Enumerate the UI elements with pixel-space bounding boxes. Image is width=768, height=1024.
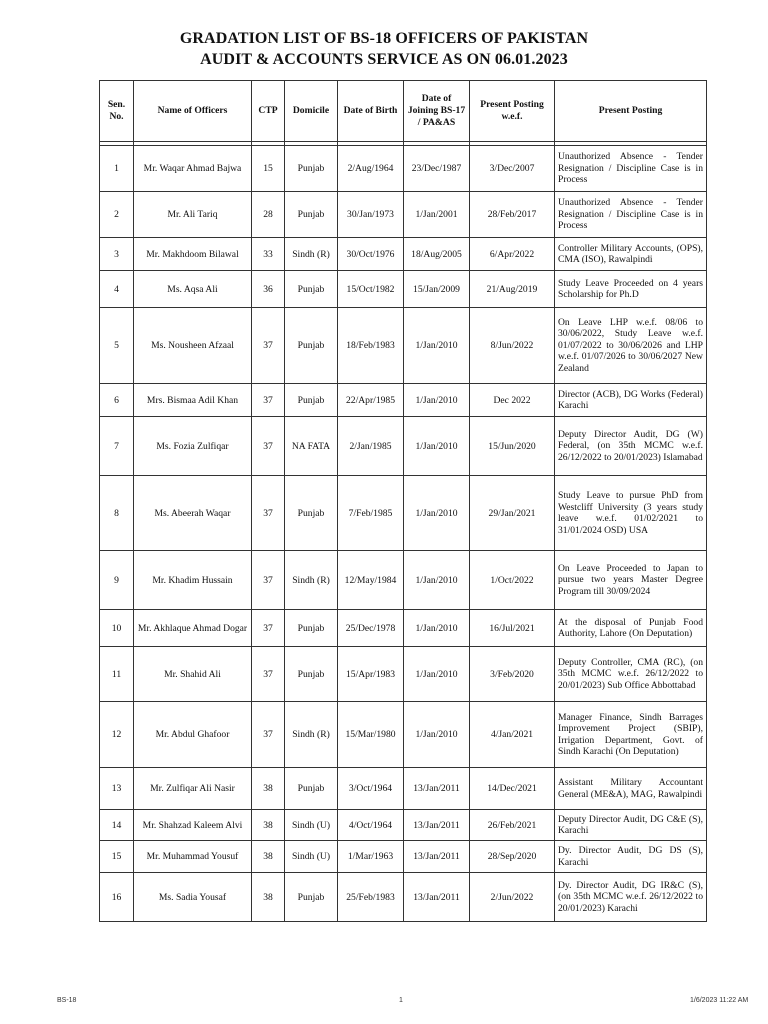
cell-domicile: Punjab: [285, 873, 338, 922]
cell-officer-name: Mr. Khadim Hussain: [134, 551, 252, 610]
cell-sen-no: 13: [100, 768, 134, 810]
table-row: [100, 551, 707, 610]
cell-ctp: 37: [252, 308, 285, 384]
cell-date-of-joining: 15/Jan/2009: [404, 271, 470, 308]
table-row: [100, 271, 707, 308]
table-row: [100, 417, 707, 476]
cell-date-of-birth: 25/Feb/1983: [338, 873, 404, 922]
cell-sen-no: 6: [100, 384, 134, 417]
cell-officer-name: Ms. Fozia Zulfiqar: [134, 417, 252, 476]
cell-date-of-joining: 1/Jan/2010: [404, 384, 470, 417]
cell-present-posting: Dy. Director Audit, DG IR&C (S), (on 35th MCMC w.e.f. 26/12/2022 to 20/01/2023) Karachi: [555, 873, 707, 922]
cell-present-posting: Assistant Military Accountant General (ME&A), MAG, Rawalpindi: [555, 768, 707, 810]
cell-domicile: Punjab: [285, 476, 338, 551]
cell-posting-wef: 3/Dec/2007: [470, 146, 555, 192]
cell-posting-wef: 2/Jun/2022: [470, 873, 555, 922]
cell-date-of-birth: 30/Oct/1976: [338, 238, 404, 271]
cell-ctp: 38: [252, 841, 285, 873]
cell-ctp: 37: [252, 476, 285, 551]
cell-ctp: 37: [252, 384, 285, 417]
cell-date-of-joining: 1/Jan/2010: [404, 551, 470, 610]
table-row: [100, 841, 707, 873]
table-body: [100, 142, 707, 922]
cell-date-of-joining: 1/Jan/2010: [404, 610, 470, 647]
cell-posting-wef: 21/Aug/2019: [470, 271, 555, 308]
cell-officer-name: Mr. Shahid Ali: [134, 647, 252, 702]
table-row: [100, 768, 707, 810]
cell-date-of-birth: 7/Feb/1985: [338, 476, 404, 551]
cell-present-posting: Unauthorized Absence - Tender Resignation / Discipline Case is in Process: [555, 192, 707, 238]
cell-sen-no: 15: [100, 841, 134, 873]
table-row: [100, 873, 707, 922]
cell-date-of-joining: 1/Jan/2001: [404, 192, 470, 238]
cell-officer-name: Mr. Akhlaque Ahmad Dogar: [134, 610, 252, 647]
cell-sen-no: 9: [100, 551, 134, 610]
table-row: [100, 384, 707, 417]
footer-print-timestamp: 1/6/2023 11:22 AM: [690, 997, 749, 1004]
header-posting-wef: Present Posting w.e.f.: [470, 81, 555, 142]
table-row: [100, 702, 707, 768]
table-row: [100, 146, 707, 192]
cell-date-of-birth: 2/Jan/1985: [338, 417, 404, 476]
cell-date-of-birth: 3/Oct/1964: [338, 768, 404, 810]
cell-date-of-joining: 23/Dec/1987: [404, 146, 470, 192]
document-title-line-2: AUDIT & ACCOUNTS SERVICE AS ON 06.01.2023: [200, 51, 568, 68]
cell-present-posting: Manager Finance, Sindh Barrages Improvement Project (SBIP), Irrigation Department, Govt. of Sindh Karachi (On Deputation): [555, 702, 707, 768]
cell-date-of-birth: 18/Feb/1983: [338, 308, 404, 384]
cell-ctp: 38: [252, 768, 285, 810]
cell-posting-wef: 4/Jan/2021: [470, 702, 555, 768]
cell-date-of-joining: 13/Jan/2011: [404, 873, 470, 922]
table-row: [100, 476, 707, 551]
cell-present-posting: Unauthorized Absence - Tender Resignation / Discipline Case is in Process: [555, 146, 707, 192]
cell-officer-name: Mr. Waqar Ahmad Bajwa: [134, 146, 252, 192]
cell-date-of-birth: 4/Oct/1964: [338, 810, 404, 841]
cell-date-of-birth: 2/Aug/1964: [338, 146, 404, 192]
cell-sen-no: 7: [100, 417, 134, 476]
cell-date-of-birth: 12/May/1984: [338, 551, 404, 610]
cell-present-posting: Deputy Director Audit, DG (W) Federal, (on 35th MCMC w.e.f. 26/12/2022 to 20/01/2023) Islamabad: [555, 417, 707, 476]
cell-officer-name: Mr. Shahzad Kaleem Alvi: [134, 810, 252, 841]
footer-sheet-name: BS-18: [57, 997, 77, 1004]
cell-present-posting: On Leave Proceeded to Japan to pursue two years Master Degree Program till 30/09/2024: [555, 551, 707, 610]
cell-date-of-joining: 13/Jan/2011: [404, 841, 470, 873]
cell-sen-no: 14: [100, 810, 134, 841]
cell-ctp: 38: [252, 873, 285, 922]
cell-domicile: Punjab: [285, 192, 338, 238]
header-domicile: Domicile: [285, 81, 338, 142]
cell-posting-wef: 15/Jun/2020: [470, 417, 555, 476]
cell-domicile: NA FATA: [285, 417, 338, 476]
cell-domicile: Punjab: [285, 610, 338, 647]
cell-present-posting: On Leave LHP w.e.f. 08/06 to 30/06/2022, Study Leave w.e.f. 01/07/2022 to 30/06/2026 and LHP w.e.f. 01/07/2026 to 30/06/2027 New Zealand: [555, 308, 707, 384]
cell-present-posting: Study Leave Proceeded on 4 years Scholarship for Ph.D: [555, 271, 707, 308]
cell-sen-no: 10: [100, 610, 134, 647]
cell-domicile: Punjab: [285, 271, 338, 308]
cell-ctp: 15: [252, 146, 285, 192]
cell-date-of-birth: 30/Jan/1973: [338, 192, 404, 238]
cell-ctp: 36: [252, 271, 285, 308]
cell-ctp: 37: [252, 702, 285, 768]
cell-date-of-joining: 1/Jan/2010: [404, 476, 470, 551]
cell-present-posting: At the disposal of Punjab Food Authority, Lahore (On Deputation): [555, 610, 707, 647]
table-header-row: [100, 81, 707, 142]
header-date-of-birth: Date of Birth: [338, 81, 404, 142]
cell-domicile: Sindh (R): [285, 238, 338, 271]
cell-present-posting: Deputy Controller, CMA (RC), (on 35th MCMC w.e.f. 26/12/2022 to 20/01/2023) Sub Office Abbottabad: [555, 647, 707, 702]
cell-date-of-joining: 1/Jan/2010: [404, 702, 470, 768]
cell-posting-wef: 28/Sep/2020: [470, 841, 555, 873]
cell-officer-name: Ms. Nousheen Afzaal: [134, 308, 252, 384]
cell-ctp: 28: [252, 192, 285, 238]
header-ctp: CTP: [252, 81, 285, 142]
cell-sen-no: 1: [100, 146, 134, 192]
cell-officer-name: Mrs. Bismaa Adil Khan: [134, 384, 252, 417]
cell-sen-no: 3: [100, 238, 134, 271]
cell-date-of-birth: 15/Oct/1982: [338, 271, 404, 308]
cell-officer-name: Mr. Muhammad Yousuf: [134, 841, 252, 873]
cell-officer-name: Ms. Aqsa Ali: [134, 271, 252, 308]
cell-ctp: 38: [252, 810, 285, 841]
cell-domicile: Punjab: [285, 647, 338, 702]
cell-officer-name: Mr. Zulfiqar Ali Nasir: [134, 768, 252, 810]
cell-domicile: Sindh (U): [285, 841, 338, 873]
document-title-line-1: GRADATION LIST OF BS-18 OFFICERS OF PAKISTAN: [179, 30, 589, 47]
cell-date-of-birth: 15/Mar/1980: [338, 702, 404, 768]
cell-date-of-birth: 15/Apr/1983: [338, 647, 404, 702]
cell-date-of-joining: 1/Jan/2010: [404, 417, 470, 476]
cell-present-posting: Study Leave to pursue PhD from Westcliff University (3 years study leave w.e.f. 01/02/2021 to 31/01/2024 OSD) USA: [555, 476, 707, 551]
gradation-table: [99, 80, 707, 922]
cell-ctp: 37: [252, 417, 285, 476]
cell-domicile: Sindh (R): [285, 702, 338, 768]
cell-present-posting: Controller Military Accounts, (OPS), CMA (ISO), Rawalpindi: [555, 238, 707, 271]
header-sen-no: Sen. No.: [100, 81, 134, 142]
cell-present-posting: Dy. Director Audit, DG DS (S), Karachi: [555, 841, 707, 873]
table-row: [100, 308, 707, 384]
table-row: [100, 610, 707, 647]
cell-posting-wef: 1/Oct/2022: [470, 551, 555, 610]
cell-sen-no: 2: [100, 192, 134, 238]
cell-posting-wef: 16/Jul/2021: [470, 610, 555, 647]
table-row: [100, 192, 707, 238]
cell-sen-no: 16: [100, 873, 134, 922]
cell-domicile: Punjab: [285, 768, 338, 810]
cell-officer-name: Mr. Ali Tariq: [134, 192, 252, 238]
cell-posting-wef: Dec 2022: [470, 384, 555, 417]
cell-sen-no: 11: [100, 647, 134, 702]
cell-ctp: 37: [252, 551, 285, 610]
cell-present-posting: Deputy Director Audit, DG C&E (S), Karachi: [555, 810, 707, 841]
cell-domicile: Sindh (U): [285, 810, 338, 841]
cell-domicile: Punjab: [285, 146, 338, 192]
cell-date-of-birth: 1/Mar/1963: [338, 841, 404, 873]
cell-officer-name: Mr. Abdul Ghafoor: [134, 702, 252, 768]
cell-date-of-joining: 1/Jan/2010: [404, 647, 470, 702]
table-row: [100, 647, 707, 702]
cell-domicile: Punjab: [285, 384, 338, 417]
cell-posting-wef: 26/Feb/2021: [470, 810, 555, 841]
cell-sen-no: 12: [100, 702, 134, 768]
cell-sen-no: 4: [100, 271, 134, 308]
cell-officer-name: Mr. Makhdoom Bilawal: [134, 238, 252, 271]
cell-ctp: 37: [252, 647, 285, 702]
cell-sen-no: 8: [100, 476, 134, 551]
cell-officer-name: Ms. Sadia Yousaf: [134, 873, 252, 922]
cell-posting-wef: 14/Dec/2021: [470, 768, 555, 810]
table-row: [100, 810, 707, 841]
cell-posting-wef: 8/Jun/2022: [470, 308, 555, 384]
cell-date-of-birth: 25/Dec/1978: [338, 610, 404, 647]
table-row: [100, 238, 707, 271]
cell-officer-name: Ms. Abeerah Waqar: [134, 476, 252, 551]
cell-date-of-joining: 13/Jan/2011: [404, 768, 470, 810]
cell-posting-wef: 6/Apr/2022: [470, 238, 555, 271]
cell-present-posting: Director (ACB), DG Works (Federal) Karachi: [555, 384, 707, 417]
cell-date-of-joining: 13/Jan/2011: [404, 810, 470, 841]
cell-date-of-birth: 22/Apr/1985: [338, 384, 404, 417]
cell-posting-wef: 28/Feb/2017: [470, 192, 555, 238]
header-present-posting: Present Posting: [555, 81, 707, 142]
cell-ctp: 33: [252, 238, 285, 271]
cell-posting-wef: 3/Feb/2020: [470, 647, 555, 702]
header-date-of-joining: Date of Joining BS-17 / PA&AS: [404, 81, 470, 142]
cell-date-of-joining: 1/Jan/2010: [404, 308, 470, 384]
cell-posting-wef: 29/Jan/2021: [470, 476, 555, 551]
cell-domicile: Sindh (R): [285, 551, 338, 610]
header-name-of-officers: Name of Officers: [134, 81, 252, 142]
cell-ctp: 37: [252, 610, 285, 647]
cell-sen-no: 5: [100, 308, 134, 384]
cell-date-of-joining: 18/Aug/2005: [404, 238, 470, 271]
footer-page-number: 1: [399, 997, 403, 1004]
cell-domicile: Punjab: [285, 308, 338, 384]
